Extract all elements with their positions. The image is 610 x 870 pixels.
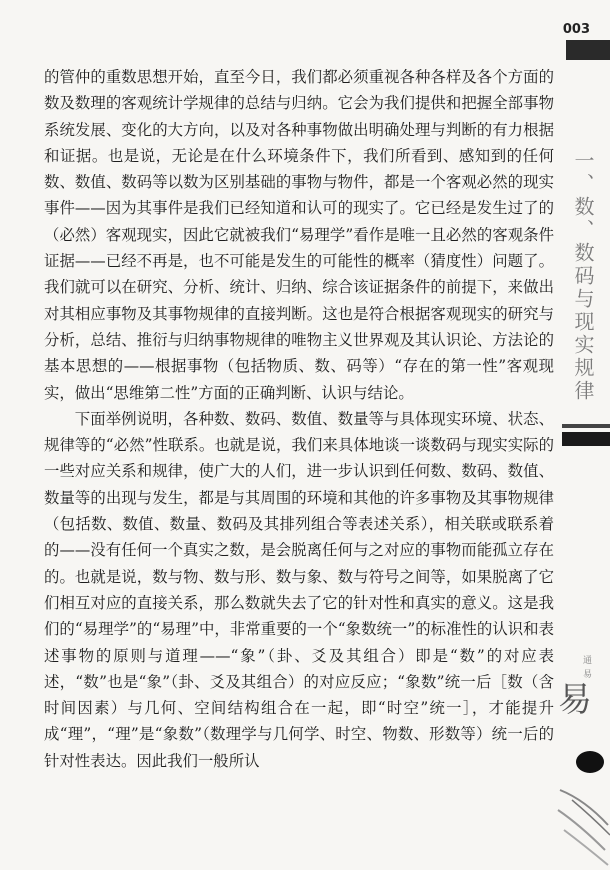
side-chapter-title: 一、数、数码与现实规律 (571, 150, 595, 403)
main-text (44, 64, 554, 774)
side-glyph: 易 (558, 680, 592, 720)
side-tab-bar (562, 432, 610, 446)
decorative-brush-art (550, 650, 610, 870)
paragraph-1: 的管仲的重数思想开始，直至今日，我们都必须重视各种各样及各个方面的数及数理的客观统计学规律的总结与归纳。它会为我们提供和把握全部事物系统发展、变化的大方向，以及对各种事物做出明确处理与判断的有力根据和证据。也是说，无论是在什么环境条件下，我们所看到、感知到的任何数、数值、数码等以数为区别基础的事物与物件，都是一个客观必然的现实事件——因为其事件是我们已经知道和认可的现实了。它已经是发生过了的（必然）客观现实，因此它就被我们“易理学”看作是唯一且必然的客观条件证据——已经不再是，也不可能是发生的可能性的概率（猜度性）问题了。我们就可以在研究、分析、统计、归纳、综合该证据条件的前提下，来做出对其相应事物及其事物规律的直接判断。这也是符合根据客观现实的研究与分析，总结、推衍与归纳事物规律的唯物主义世界观及其认识论、方法论的基本思想的——根据事物（包括物质、数、码等）“存在的第一性”客观现实，做出“思维第二性”方面的正确判断、认识与结论。 (44, 68, 554, 402)
page-number: 003 (562, 22, 590, 37)
paragraph-2: 下面举例说明，各种数、数码、数值、数量等与具体现实环境、状态、规律等的“必然”性联系。也就是说，我们来具体地谈一谈数码与现实实际的一些对应关系和规律，使广大的人们，进一步认识到任何数、数码、数值、数量等的出现与发生，都是与其周围的环境和其他的许多事物及其事物规律（包括数、数值、数量、数码及其排列组合等表述关系），相关联或联系着的——没有任何一个真实之数，是会脱离任何与之对应的事物而能孤立存在的。也就是说，数与物、数与形、数与象、数与符号之间等，如果脱离了它们相互对应的直接关系，那么数就失去了它的针对性和真实的意义。这是我们的“易理学”的“易理”中，非常重要的一个“象数统一”的标准性的认识和表述事物的原则与道理——“象”（卦、爻及其组合）即是“数”的对应表述，“数”也是“象”（卦、爻及其组合）的对应反应；“象数”统一后［数（含时间因素）与几何、空间结构组合在一起，即“时空”统一］，才能提升成“理”，“理”是“象数”（数理学与几何学、时空、物数、形数等）统一后的针对性表达。因此我们一般所认 (44, 409, 554, 770)
side-small-text: 通 易 (581, 655, 591, 679)
page-number-bar (566, 40, 610, 60)
side-tab-bar-top (562, 424, 610, 428)
